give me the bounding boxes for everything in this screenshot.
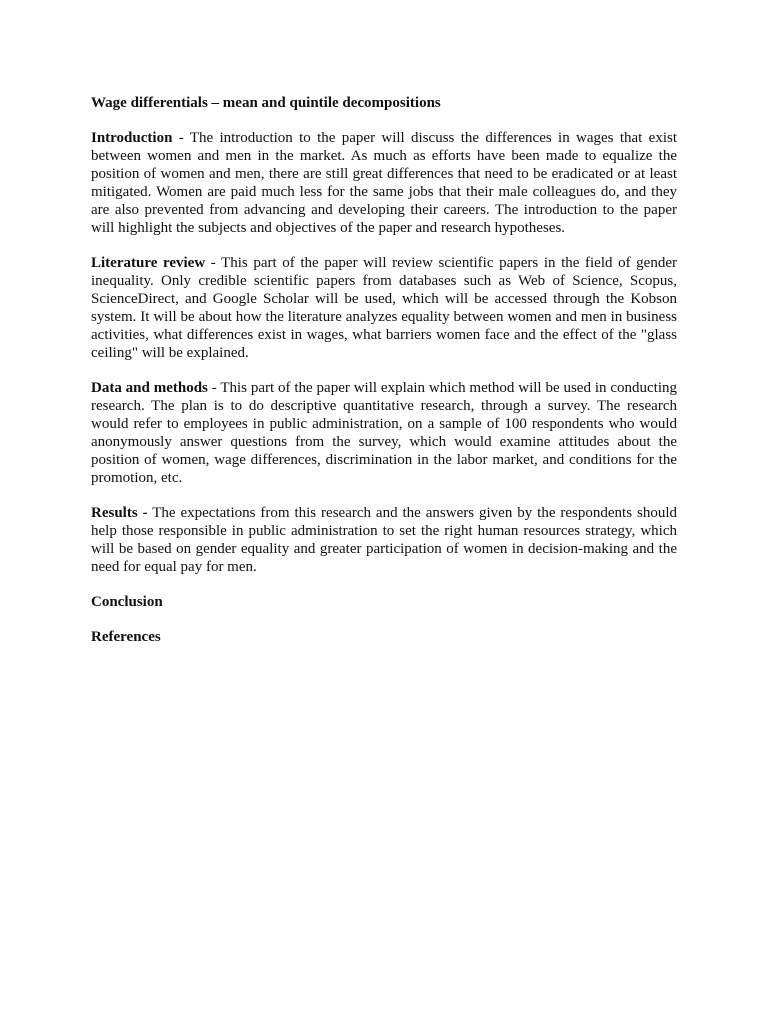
section-heading-literature-review: Literature review	[91, 255, 206, 271]
section-heading-introduction: Introduction	[91, 130, 173, 146]
section-heading-references: References	[91, 629, 161, 645]
section-literature-review	[91, 254, 677, 362]
section-heading-data-and-methods: Data and methods	[91, 380, 208, 396]
section-heading-conclusion: Conclusion	[91, 594, 163, 610]
section-data-and-methods	[91, 379, 677, 487]
document-content	[91, 94, 677, 663]
section-body-results: The expectations from this research and the answers given by the respondents should help those responsible in public administration to set the right human resources strategy, which will be based on gender equality and greater participation of women in decision-making and the need for equal pay for men.	[91, 505, 677, 575]
section-separator: -	[207, 380, 221, 396]
section-separator: -	[172, 130, 190, 146]
section-introduction	[91, 129, 677, 237]
section-body-literature-review: This part of the paper will review scientific papers in the field of gender inequality. Only credible scientific papers from databases such as Web of Science, Scopus, ScienceDirect, and Google Scholar will be used, which will be accessed through the Kobson system. It will be about how the literature analyzes equality between women and men in business activities, what differences exist in wages, what barriers women face and the effect of the "glass ceiling" will be explained.	[91, 255, 677, 361]
section-results	[91, 504, 677, 576]
section-separator: -	[205, 255, 222, 271]
section-body-data-and-methods: This part of the paper will explain which method will be used in conducting research. The plan is to do descriptive quantitative research, through a survey. The research would refer to employees in public administration, on a sample of 100 respondents who would anonymously answer questions from the survey, which would examine attitudes about the position of women, wage differences, discrimination in the labor market, and conditions for the promotion, etc.	[91, 380, 677, 486]
section-body-introduction: The introduction to the paper will discuss the differences in wages that exist between women and men in the market. As much as efforts have been made to equalize the position of women and men, there are still great differences that need to be eradicated or at least mitigated. Women are paid much less for the same jobs that their male colleagues do, and they are also prevented from advancing and developing their careers. The introduction to the paper will highlight the subjects and objectives of the paper and research hypotheses.	[91, 130, 677, 236]
section-heading-results: Results -	[91, 505, 148, 521]
document-title: Wage differentials – mean and quintile decompositions	[91, 95, 441, 111]
